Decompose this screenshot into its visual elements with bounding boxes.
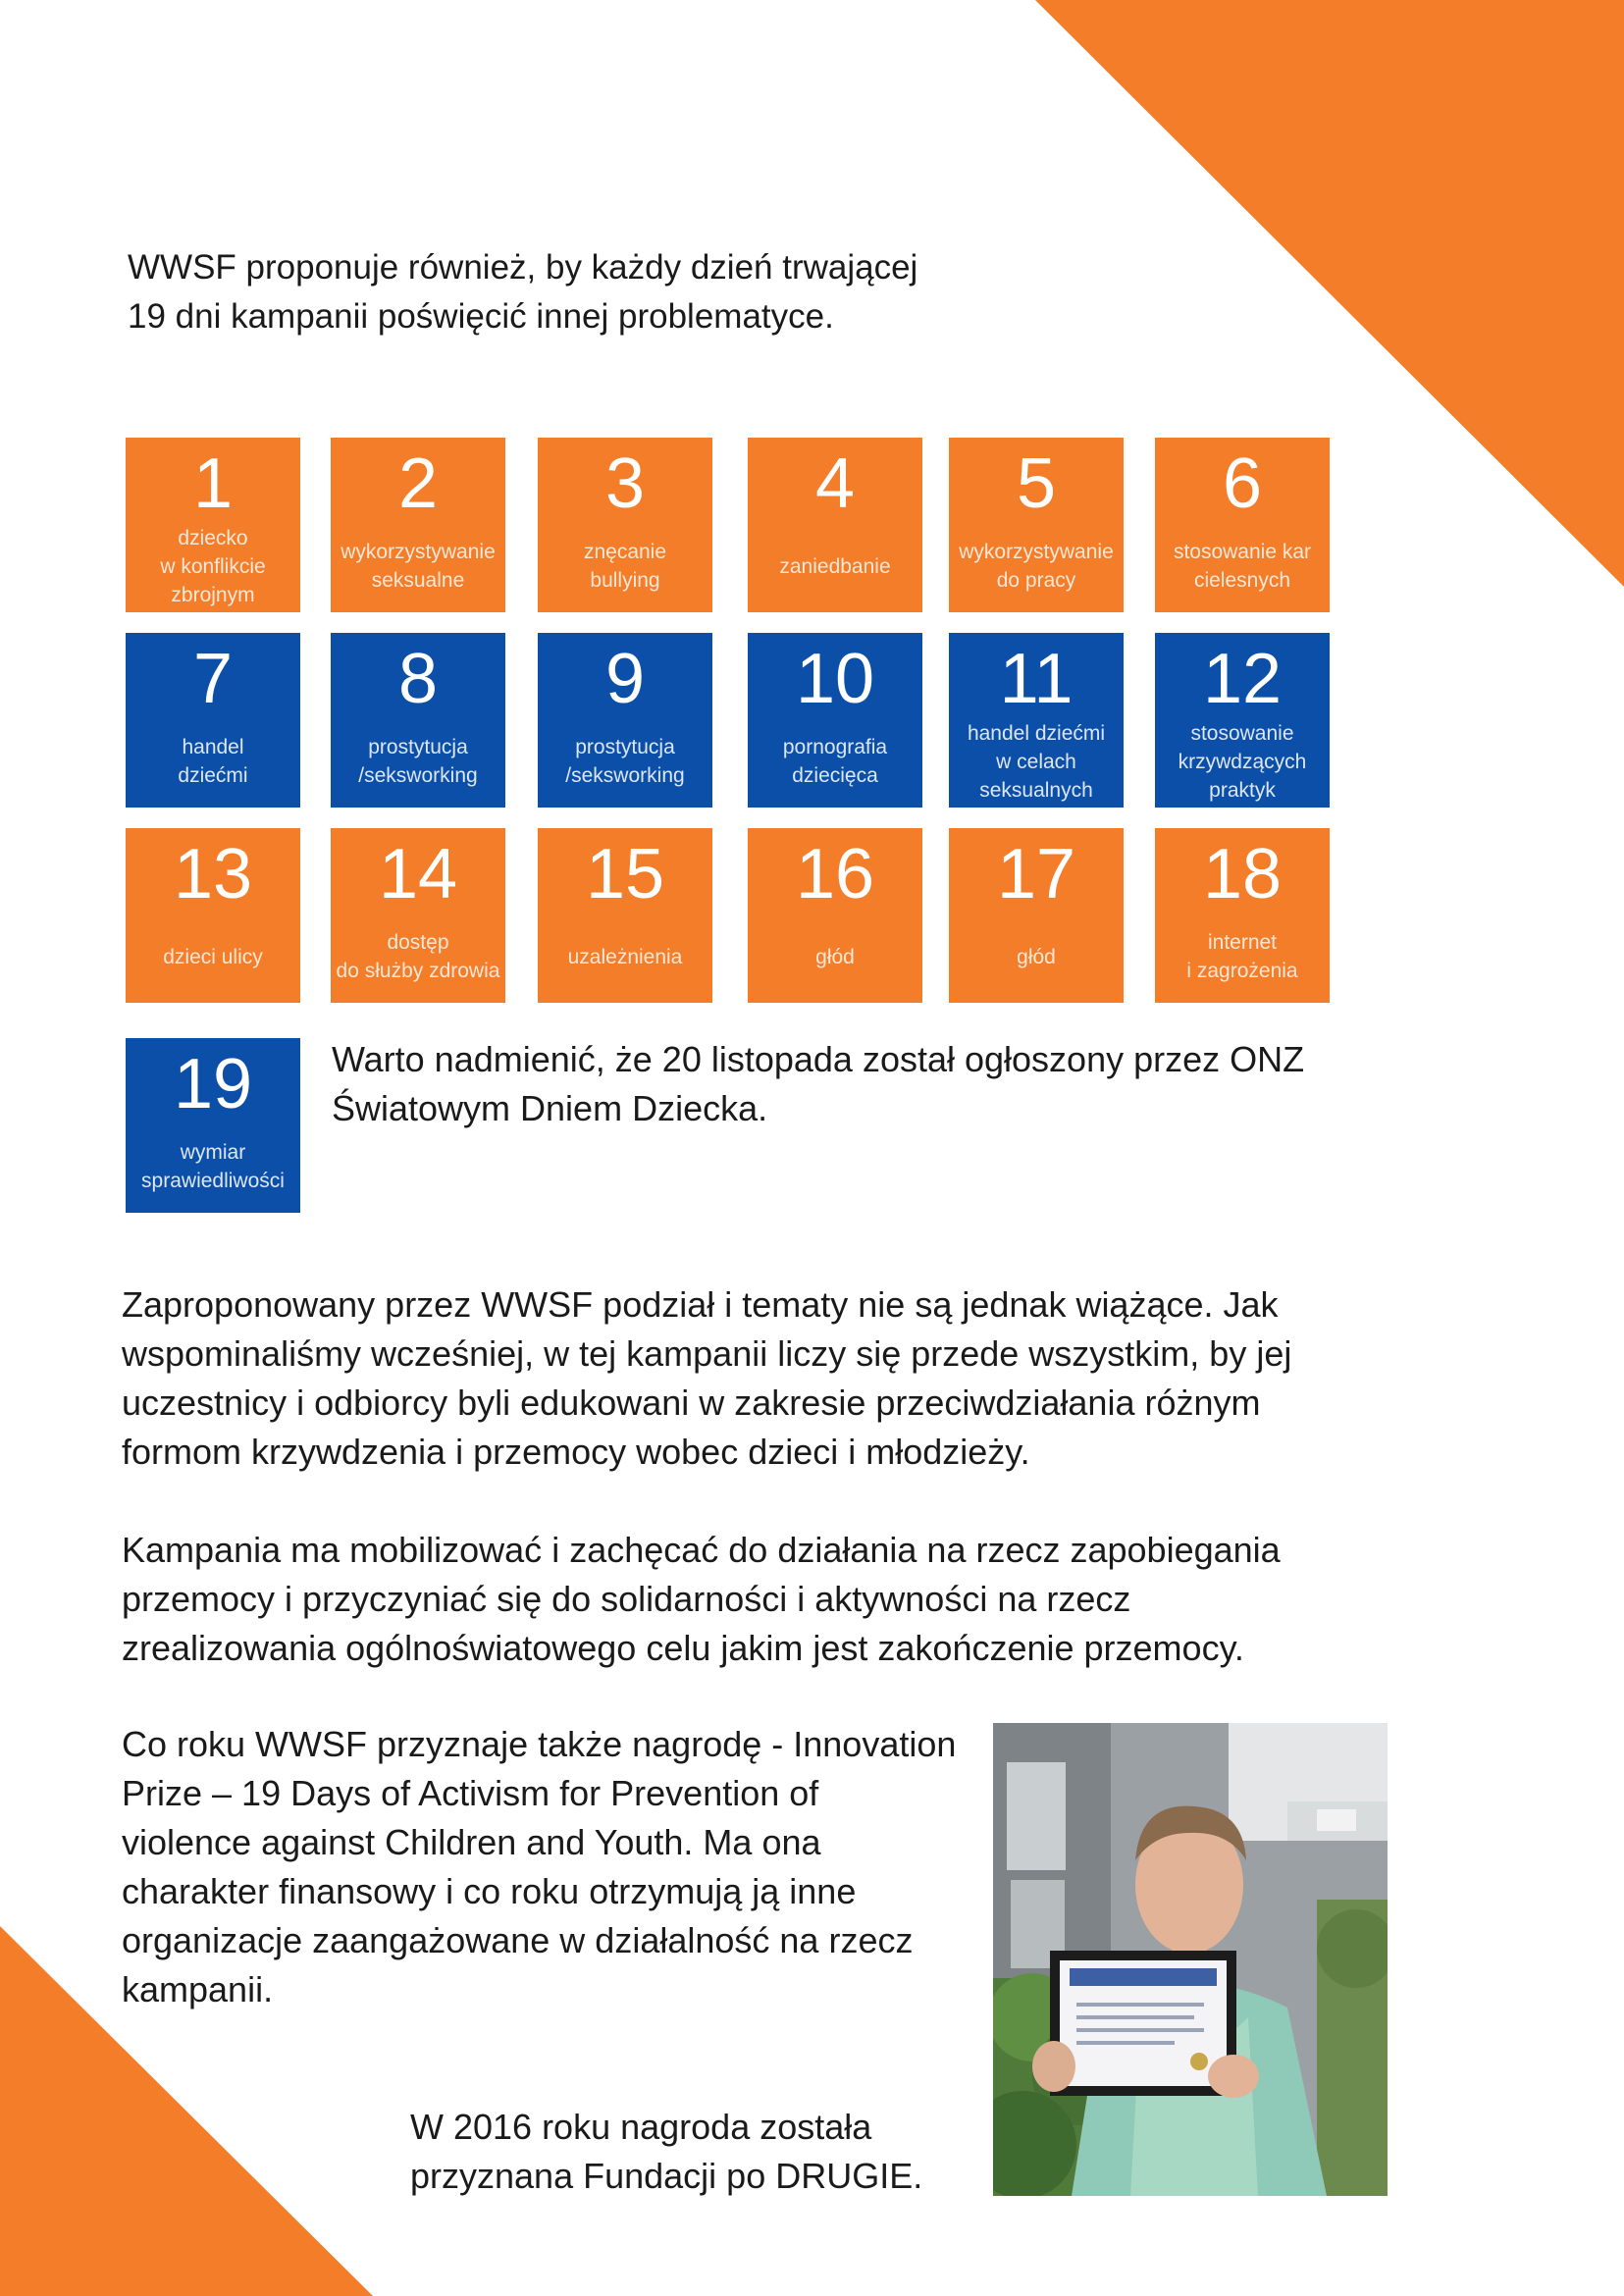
day-number: 14 [378,835,458,913]
paragraph-line: organizacje zaangażowane w działalność na rzecz [122,1920,914,1960]
day-number: 5 [1016,444,1057,523]
paragraph-2 [122,1526,1281,1673]
day-tile-15 [538,828,712,1003]
day-number: 19 [173,1045,253,1123]
day-label: głód [1017,945,1056,968]
day-label: stosowanie krzywdzących praktyk [1178,721,1307,802]
day-tile-17 [949,828,1124,1003]
intro-line: WWSF proponuje również, by każdy dzień trwającej [128,248,918,287]
day-tile-11 [949,633,1124,808]
paragraph-line: violence against Children and Youth. Ma ona [122,1822,821,1862]
side-note [332,1035,1342,1133]
day-number: 17 [996,835,1076,913]
day-label: wykorzystywanie do pracy [959,541,1114,592]
corner-triangle-top-right [1035,0,1624,587]
day-number: 11 [999,640,1074,718]
day-number: 15 [585,835,665,913]
day-label: znęcanie bullying [583,541,667,592]
day-tile-8 [331,633,505,808]
day-label: dostęp do służby zdrowia [336,931,500,982]
intro-line: 19 dni kampanii poświęcić innej problematyce. [128,297,834,336]
day-number: 16 [795,835,875,913]
day-label: pornografia dziecięca [782,736,888,787]
paragraph-line: uczestnicy i odbiorcy byli edukowani w zakresie przeciwdziałania różnym [122,1383,1261,1423]
day-number: 1 [192,444,234,523]
day-number: 3 [604,444,646,523]
paragraph-line: zrealizowania ogólnoświatowego celu jakim jest zakończenie przemocy. [122,1628,1244,1668]
day-label: handel dziećmi w celach seksualnych [967,721,1106,802]
paragraph-line: charakter finansowy i co roku otrzymują ją inne [122,1871,857,1911]
paragraph-4 [410,2103,922,2201]
day-label: zaniedbanie [779,554,891,578]
day-number: 9 [604,640,646,718]
day-tile-9 [538,633,712,808]
day-tile-1 [126,438,300,612]
day-tile-19 [126,1038,300,1213]
day-tile-6 [1155,438,1330,612]
paragraph-line: wspominaliśmy wcześniej, w tej kampanii liczy się przede wszystkim, by jej [122,1333,1292,1374]
day-tile-12 [1155,633,1330,808]
day-label: stosowanie kar cielesnych [1173,541,1312,592]
day-tile-14 [331,828,505,1003]
paragraph-1 [122,1280,1291,1477]
day-number: 4 [814,444,856,523]
side-note-line: Warto nadmienić, że 20 listopada został ogłoszony przez ONZ [332,1039,1305,1079]
paragraph-3 [122,1720,956,2014]
paragraph-line: W 2016 roku nagroda została [410,2107,872,2147]
day-number: 2 [397,444,439,523]
intro-text [128,243,991,341]
day-tile-7 [126,633,300,808]
day-label: dziecko w konflikcie zbrojnym [160,526,266,606]
paragraph-line: Zaproponowany przez WWSF podział i tematy nie są jednak wiążące. Jak [122,1284,1279,1325]
day-tile-13 [126,828,300,1003]
day-tile-4 [748,438,922,612]
day-tile-10 [748,633,922,808]
day-label: handel dziećmi [178,736,248,787]
day-number: 10 [795,640,875,718]
day-tile-2 [331,438,505,612]
day-label: uzależnienia [567,945,683,968]
paragraph-line: Kampania ma mobilizować i zachęcać do działania na rzecz zapobiegania [122,1530,1281,1570]
day-tile-5 [949,438,1124,612]
side-note-line: Światowym Dniem Dziecka. [332,1088,768,1128]
day-label: dzieci ulicy [163,945,263,968]
day-number: 18 [1202,835,1283,913]
day-label: prostytucja /seksworking [565,736,685,787]
day-tile-16 [748,828,922,1003]
day-tile-18 [1155,828,1330,1003]
day-label: wykorzystywanie seksualne [341,541,496,592]
paragraph-line: Co roku WWSF przyznaje także nagrodę - Innovation [122,1724,957,1764]
paragraph-line: przyznana Fundacji po DRUGIE. [410,2156,923,2196]
day-label: wymiar sprawiedliwości [141,1141,285,1192]
paragraph-line: Prize – 19 Days of Activism for Prevention of [122,1773,819,1813]
paragraph-line: formom krzywdzenia i przemocy wobec dzieci i młodzieży. [122,1432,1030,1472]
day-number: 6 [1222,444,1263,523]
day-label: prostytucja /seksworking [358,736,478,787]
paragraph-line: przemocy i przyczyniać się do solidarności i aktywności na rzecz [122,1579,1131,1619]
day-number: 7 [192,640,234,718]
day-number: 13 [173,835,253,913]
day-tile-3 [538,438,712,612]
award-photo [993,1723,1388,2196]
day-number: 8 [397,640,439,718]
award-photo-illustration [993,1723,1388,2196]
paragraph-line: kampanii. [122,1969,274,2009]
day-label: głód [815,945,855,968]
day-number: 12 [1202,640,1283,718]
day-label: internet i zagrożenia [1186,931,1298,982]
